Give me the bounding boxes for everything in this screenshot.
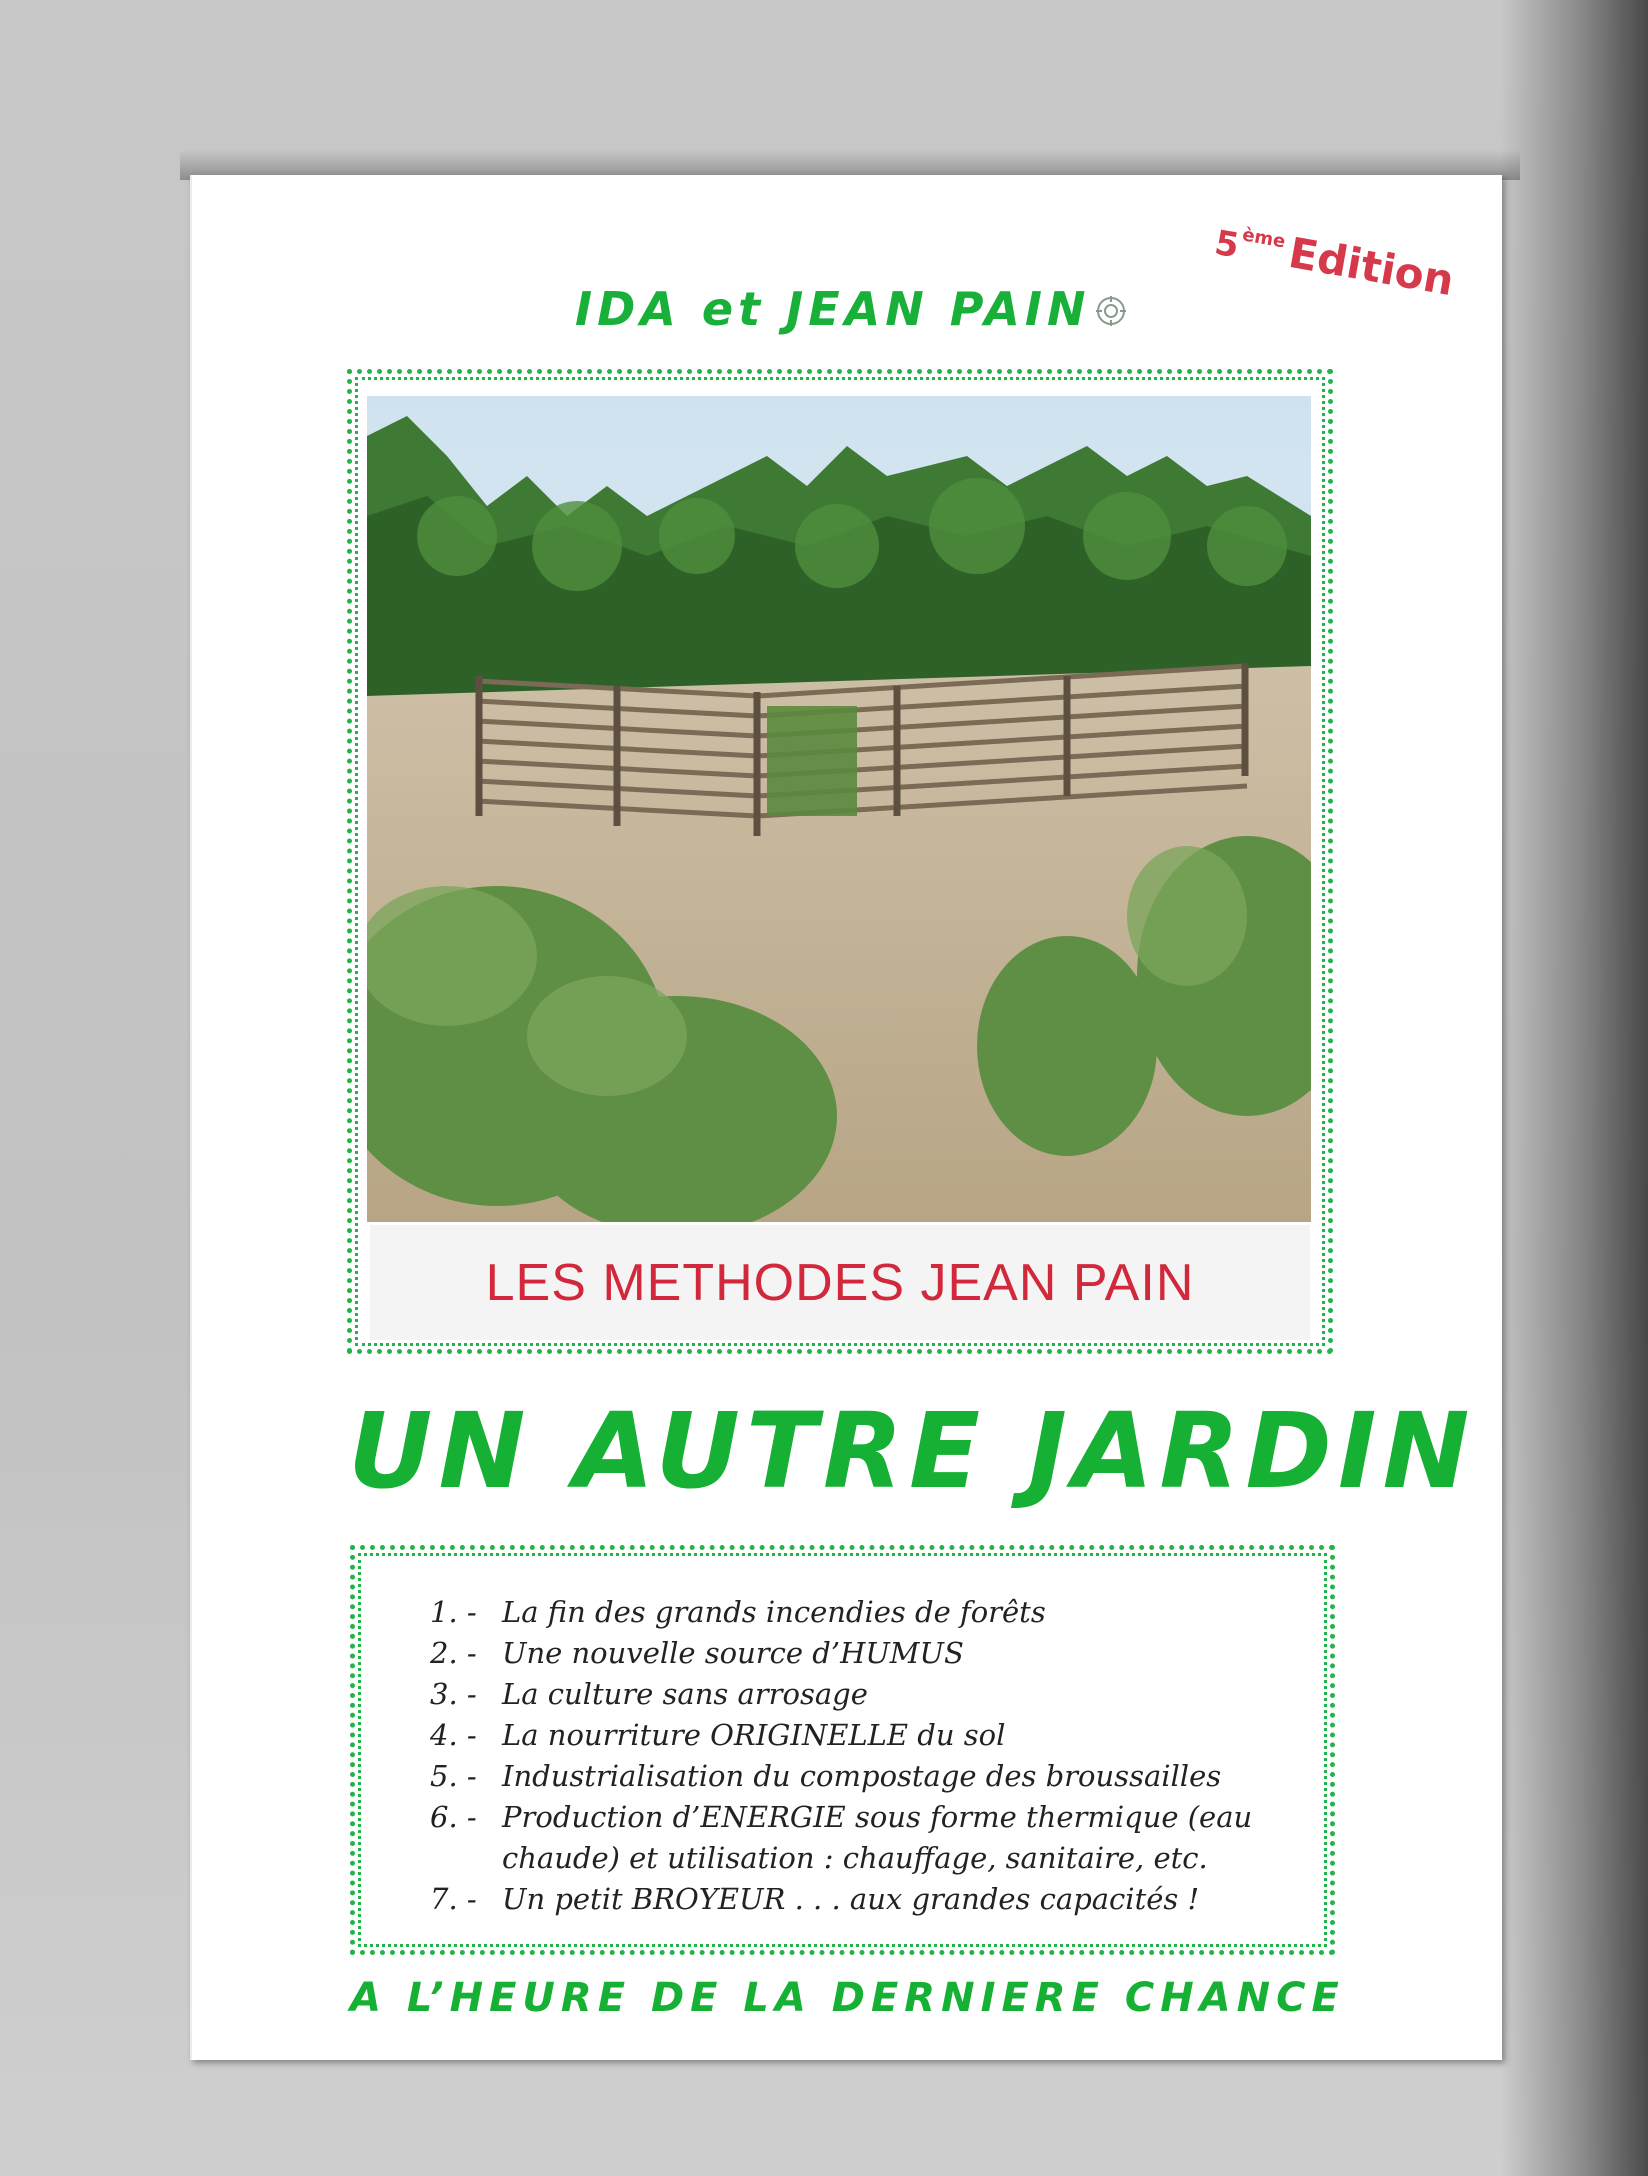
photo-caption-banner [370,1225,1310,1340]
edition-word: Edition [1285,227,1458,306]
book-title: UN AUTRE JARDIN [348,1390,1476,1512]
tagline: A L’HEURE DE LA DERNIERE CHANCE [350,1975,1345,2021]
background-shadow-right [1500,0,1648,2176]
list-item [430,1715,1332,1756]
list-item-number: 2. - [430,1636,477,1670]
list-item [430,1633,1332,1674]
list-item-number: 1. - [430,1595,477,1629]
contents-list [430,1592,1332,1920]
list-item-number: 3. - [430,1677,477,1711]
authors: IDA et JEAN PAIN [575,282,1091,336]
emblem-icon [1093,293,1129,329]
list-item [430,1879,1332,1920]
list-item [430,1592,1332,1633]
list-item-text: Industrialisation du compostage des broussailles [502,1759,1222,1793]
list-item [430,1674,1332,1715]
list-item-text: La nourriture ORIGINELLE du sol [502,1718,1006,1752]
list-item-number: 6. - [430,1800,477,1834]
list-item-text: Production d’ENERGIE sous forme thermique (eau chaude) et utilisation : chauffage, sanitaire, etc. [502,1800,1253,1875]
list-item [430,1797,1332,1879]
edition-number: 5 [1211,222,1242,267]
edition-superscript: ème [1240,224,1287,253]
list-item-text: Un petit BROYEUR . . . aux grandes capacités ! [502,1882,1200,1916]
list-item-text: La fin des grands incendies de forêts [502,1595,1046,1629]
list-item-number: 5. - [430,1759,477,1793]
list-item-number: 4. - [430,1718,477,1752]
list-item-number: 7. - [430,1882,477,1916]
photo-caption: LES METHODES JEAN PAIN [485,1253,1195,1312]
list-item [430,1756,1332,1797]
list-item-text: Une nouvelle source d’HUMUS [502,1636,964,1670]
cover-photo [367,396,1311,1222]
list-item-text: La culture sans arrosage [502,1677,868,1711]
